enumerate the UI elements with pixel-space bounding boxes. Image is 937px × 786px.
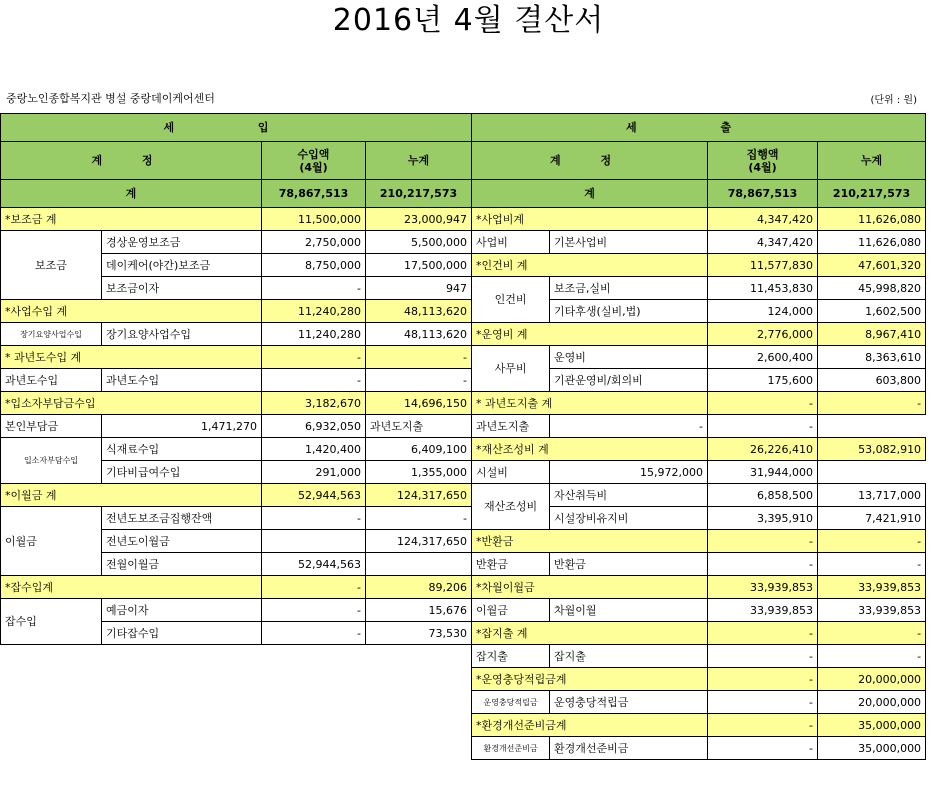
income-group-label: 잡수입 [1, 599, 102, 645]
table-row [1, 507, 926, 530]
expense-group-label: 환경개선준비금 [472, 737, 550, 760]
expense-subtotal-cumulative: 35,000,000 [818, 714, 926, 737]
expense-item-amount: 6,858,500 [708, 484, 818, 507]
expense-subtotal-label: *환경개선준비금계 [472, 714, 708, 737]
income-item-label: 전년도이월금 [102, 530, 262, 553]
income-group-label: 보조금 [1, 231, 102, 300]
income-total-amount: 78,867,513 [262, 180, 366, 208]
income-item-amount: 11,240,280 [262, 323, 366, 346]
income-item-amount: 1,420,400 [262, 438, 366, 461]
income-subtotal-label: * 과년도수입 계 [1, 346, 262, 369]
table-row [1, 691, 926, 714]
expense-subtotal-cumulative: 20,000,000 [818, 668, 926, 691]
expense-item-label: 자산취득비 [550, 484, 708, 507]
expense-item-amount: 124,000 [708, 300, 818, 323]
table-row [1, 668, 926, 691]
expense-group-label: 운영충당적립금 [472, 691, 550, 714]
expense-subtotal-amount: 2,776,000 [708, 323, 818, 346]
expense-section-header: 세 출 [472, 114, 926, 142]
expense-item-amount: 175,600 [708, 369, 818, 392]
table-row [1, 392, 926, 415]
expense-item-amount: - [708, 553, 818, 576]
expense-amount-header: 집행액 (4월) [708, 142, 818, 180]
expense-total-label: 계 [472, 180, 708, 208]
income-item-label: 예금이자 [102, 599, 262, 622]
expense-subtotal-amount: - [708, 392, 818, 415]
expense-subtotal-amount: 11,577,830 [708, 254, 818, 277]
income-item-label: 본인부담금 [1, 415, 102, 438]
table-row [1, 438, 926, 461]
income-item-label: 경상운영보조금 [102, 231, 262, 254]
expense-subtotal-cumulative: 53,082,910 [818, 438, 926, 461]
table-row [1, 254, 926, 277]
table-row [1, 415, 926, 438]
income-item-label: 데이케어(야간)보조금 [102, 254, 262, 277]
expense-item-label: 운영비 [550, 346, 708, 369]
income-item-label: 장기요양사업수입 [102, 323, 262, 346]
income-group-label: 과년도수입 [1, 369, 102, 392]
expense-item-label: 기타후생(실비,법) [550, 300, 708, 323]
income-group-label: 장기요양사업수입 [1, 323, 102, 346]
income-item-cumulative: 17,500,000 [366, 254, 472, 277]
income-subtotal-label: *입소자부담금수입 [1, 392, 262, 415]
expense-item-cumulative: 33,939,853 [818, 599, 926, 622]
table-row [1, 553, 926, 576]
income-total-label: 계 [1, 180, 262, 208]
income-subtotal-amount: 52,944,563 [262, 484, 366, 507]
expense-subtotal-cumulative: - [818, 392, 926, 415]
income-subtotal-cumulative: 23,000,947 [366, 208, 472, 231]
table-row [1, 346, 926, 369]
expense-item-label: 기본사업비 [550, 231, 708, 254]
expense-item-cumulative: 1,602,500 [818, 300, 926, 323]
income-item-amount: 52,944,563 [262, 553, 366, 576]
expense-item-label: 차월이월 [550, 599, 708, 622]
income-item-amount: 1,471,270 [102, 415, 262, 438]
expense-total-cumulative: 210,217,573 [818, 180, 926, 208]
income-subtotal-amount: 3,182,670 [262, 392, 366, 415]
expense-item-amount: - [550, 415, 708, 438]
expense-item-cumulative: 8,363,610 [818, 346, 926, 369]
income-item-label: 과년도수입 [102, 369, 262, 392]
expense-item-label: 과년도지출 [472, 415, 550, 438]
income-item-amount [262, 530, 366, 553]
table-row [1, 323, 926, 346]
expense-account-header: 계 정 [472, 142, 708, 180]
income-item-cumulative: 6,409,100 [366, 438, 472, 461]
expense-item-amount: - [708, 737, 818, 760]
expense-subtotal-label: *인건비 계 [472, 254, 708, 277]
expense-item-cumulative: - [818, 553, 926, 576]
expense-item-cumulative: 20,000,000 [818, 691, 926, 714]
expense-group-label: 사무비 [472, 346, 550, 392]
expense-item-amount: 11,453,830 [708, 277, 818, 300]
income-item-amount: - [262, 369, 366, 392]
income-subtotal-amount: - [262, 346, 366, 369]
income-cumulative-header: 누계 [366, 142, 472, 180]
expense-item-label: 시설비 [472, 461, 550, 484]
income-subtotal-label: *잡수입계 [1, 576, 262, 599]
expense-group-label: 반환금 [472, 553, 550, 576]
income-subtotal-amount: - [262, 576, 366, 599]
income-item-label: 전월이월금 [102, 553, 262, 576]
expense-item-cumulative: 7,421,910 [818, 507, 926, 530]
income-item-label: 보조금이자 [102, 277, 262, 300]
income-subtotal-amount: 11,500,000 [262, 208, 366, 231]
expense-group-label: 이월금 [472, 599, 550, 622]
income-item-cumulative: - [366, 507, 472, 530]
empty-cell [1, 737, 472, 760]
expense-item-cumulative: - [818, 645, 926, 668]
unit-label: (단위 : 원) [870, 95, 917, 106]
income-subtotal-label: *이월금 계 [1, 484, 262, 507]
expense-subtotal-amount: - [708, 622, 818, 645]
income-item-cumulative: 5,500,000 [366, 231, 472, 254]
table-row [1, 300, 926, 323]
expense-subtotal-label: * 과년도지출 계 [472, 392, 708, 415]
table-row [1, 369, 926, 392]
expense-subtotal-label: *반환금 [472, 530, 708, 553]
income-item-label: 기타비급여수입 [102, 461, 262, 484]
income-item-amount: 2,750,000 [262, 231, 366, 254]
expense-subtotal-cumulative: 11,626,080 [818, 208, 926, 231]
table-row [1, 277, 926, 300]
table-row [1, 208, 926, 231]
page-title: 2016년 4월 결산서 [332, 3, 605, 38]
income-item-cumulative: 1,355,000 [366, 461, 472, 484]
income-item-label: 전년도보조금집행잔액 [102, 507, 262, 530]
expense-item-amount: 3,395,910 [708, 507, 818, 530]
empty-cell [1, 645, 472, 668]
table-row [1, 737, 926, 760]
income-subtotal-cumulative: 89,206 [366, 576, 472, 599]
income-item-amount: - [262, 622, 366, 645]
income-subtotal-label: *보조금 계 [1, 208, 262, 231]
expense-group-label: 잡지출 [472, 645, 550, 668]
table-row [1, 231, 926, 254]
income-section-header: 세 입 [1, 114, 472, 142]
income-group-label: 이월금 [1, 507, 102, 576]
income-item-cumulative [366, 553, 472, 576]
expense-group-label: 재산조성비 [472, 484, 550, 530]
income-item-amount: 291,000 [262, 461, 366, 484]
expense-item-amount: - [708, 645, 818, 668]
expense-item-label: 기관운영비/회의비 [550, 369, 708, 392]
expense-subtotal-cumulative: - [818, 622, 926, 645]
expense-subtotal-amount: - [708, 530, 818, 553]
expense-subtotal-amount: - [708, 714, 818, 737]
expense-item-cumulative: - [708, 415, 818, 438]
empty-cell [1, 691, 472, 714]
income-item-cumulative: 6,932,050 [262, 415, 366, 438]
expense-item-label: 운영충당적립금 [550, 691, 708, 714]
expense-item-amount: 4,347,420 [708, 231, 818, 254]
expense-item-cumulative: 45,998,820 [818, 277, 926, 300]
expense-subtotal-cumulative: 47,601,320 [818, 254, 926, 277]
income-item-amount: 8,750,000 [262, 254, 366, 277]
income-item-cumulative: 15,676 [366, 599, 472, 622]
expense-item-cumulative: 31,944,000 [708, 461, 818, 484]
income-subtotal-label: *사업수입 계 [1, 300, 262, 323]
income-item-label: 식재료수입 [102, 438, 262, 461]
income-item-label: 기타잡수입 [102, 622, 262, 645]
table-row [1, 645, 926, 668]
expense-item-label: 잡지출 [550, 645, 708, 668]
expense-item-cumulative: 13,717,000 [818, 484, 926, 507]
expense-group-label: 인건비 [472, 277, 550, 323]
table-row [1, 530, 926, 553]
income-subtotal-cumulative: 14,696,150 [366, 392, 472, 415]
income-item-cumulative: 48,113,620 [366, 323, 472, 346]
income-total-cumulative: 210,217,573 [366, 180, 472, 208]
expense-subtotal-label: *운영비 계 [472, 323, 708, 346]
expense-subtotal-label: *사업비계 [472, 208, 708, 231]
expense-item-label: 환경개선준비금 [550, 737, 708, 760]
income-group-label: 입소자부담수입 [1, 438, 102, 484]
expense-subtotal-label: *차월이월금 [472, 576, 708, 599]
expense-subtotal-amount: 26,226,410 [708, 438, 818, 461]
expense-item-cumulative: 35,000,000 [818, 737, 926, 760]
income-item-cumulative: 124,317,650 [366, 530, 472, 553]
table-row [1, 461, 926, 484]
table-row [1, 576, 926, 599]
expense-subtotal-amount: 4,347,420 [708, 208, 818, 231]
income-subtotal-cumulative: - [366, 346, 472, 369]
income-amount-header: 수입액 (4월) [262, 142, 366, 180]
table-row [1, 484, 926, 507]
expense-group-label: 사업비 [472, 231, 550, 254]
expense-subtotal-cumulative: - [818, 530, 926, 553]
income-subtotal-cumulative: 124,317,650 [366, 484, 472, 507]
expense-item-amount: 2,600,400 [708, 346, 818, 369]
table-row [1, 714, 926, 737]
expense-item-label: 보조금,실비 [550, 277, 708, 300]
empty-cell [1, 714, 472, 737]
expense-item-amount: 33,939,853 [708, 599, 818, 622]
income-item-cumulative: - [366, 369, 472, 392]
table-row [1, 622, 926, 645]
expense-item-cumulative: 11,626,080 [818, 231, 926, 254]
income-subtotal-cumulative: 48,113,620 [366, 300, 472, 323]
expense-subtotal-amount: 33,939,853 [708, 576, 818, 599]
expense-subtotal-amount: - [708, 668, 818, 691]
expense-subtotal-cumulative: 33,939,853 [818, 576, 926, 599]
income-account-header: 계 정 [1, 142, 262, 180]
table-row [1, 599, 926, 622]
income-item-amount: - [262, 277, 366, 300]
settlement-table [0, 113, 926, 760]
expense-total-amount: 78,867,513 [708, 180, 818, 208]
expense-item-cumulative: 603,800 [818, 369, 926, 392]
expense-subtotal-label: *재산조성비 계 [472, 438, 708, 461]
income-subtotal-amount: 11,240,280 [262, 300, 366, 323]
expense-item-label: 반환금 [550, 553, 708, 576]
empty-cell [1, 668, 472, 691]
income-item-amount: - [262, 599, 366, 622]
expense-subtotal-label: *운영충당적립금계 [472, 668, 708, 691]
expense-item-label: 시설장비유지비 [550, 507, 708, 530]
income-item-amount: - [262, 507, 366, 530]
income-item-cumulative: 947 [366, 277, 472, 300]
expense-subtotal-cumulative: 8,967,410 [818, 323, 926, 346]
expense-item-amount: 15,972,000 [550, 461, 708, 484]
expense-item-amount: - [708, 691, 818, 714]
expense-cumulative-header: 누계 [818, 142, 926, 180]
organization-name: 중랑노인종합복지관 병설 중랑데이케어센터 [6, 92, 215, 105]
expense-subtotal-label: *잡지출 계 [472, 622, 708, 645]
income-item-cumulative: 73,530 [366, 622, 472, 645]
expense-group-label: 과년도지출 [366, 415, 472, 438]
